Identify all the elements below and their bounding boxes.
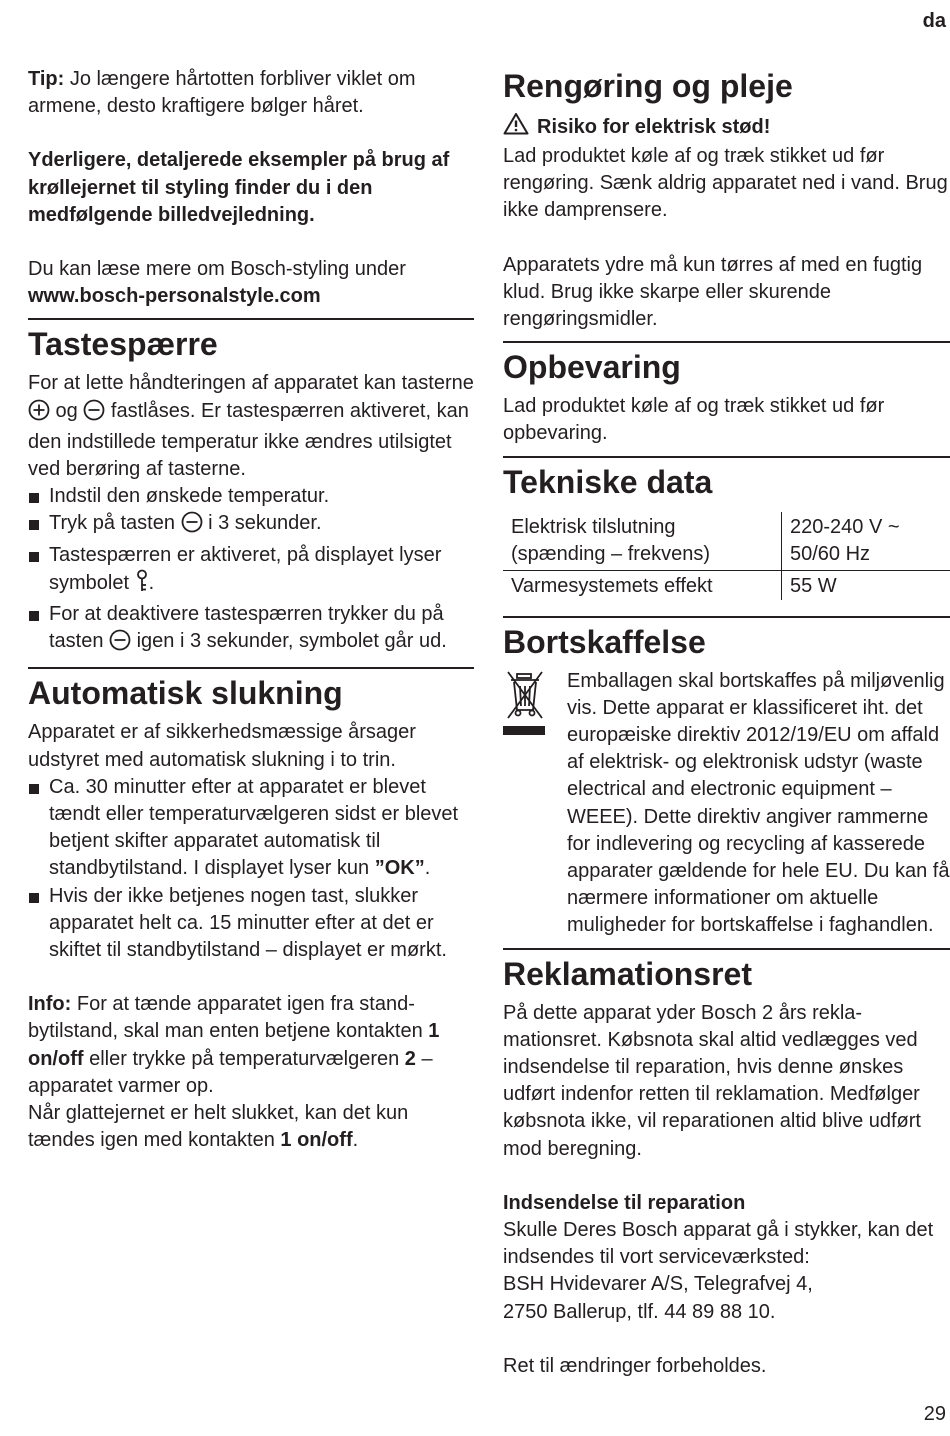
disposal-block <box>503 668 950 940</box>
warning-line: Risiko for elektrisk stød! <box>503 112 950 143</box>
minus-button-icon <box>109 629 131 659</box>
list-item: Tryk på tasten i 3 sekunder. <box>28 510 474 541</box>
table-row <box>503 512 950 571</box>
table-cell: Varmesystemets effekt <box>503 570 782 600</box>
key-icon <box>135 569 149 601</box>
warning-triangle-icon <box>503 112 537 143</box>
info-label: Info: <box>28 993 72 1016</box>
left-column <box>28 66 474 1155</box>
website-link[interactable]: www.bosch-personalstyle.com <box>28 285 321 308</box>
list-item: Hvis der ikke betjenes nogen tast, slukker apparatet helt ca. 15 minutter efter at det er skiftet til standbytilstand – displayet er mørkt. <box>28 883 474 965</box>
changes-note: Ret til ændringer forbeholdes. <box>503 1354 767 1377</box>
table-cell: 220-240 V ~ 50/60 Hz <box>782 512 950 571</box>
repair-title: Indsendelse til reparation <box>503 1191 746 1214</box>
autooff-list <box>28 774 474 964</box>
tech-table <box>503 512 950 600</box>
minus-button-icon <box>181 511 203 541</box>
cleaning-p1: Lad produktet køle af og træk stikket ud før rengøring. Sænk aldrig apparatet ned i vand. Brug ikke damprensere. <box>503 145 948 222</box>
table-cell: 55 W <box>790 574 837 597</box>
list-item: Ca. 30 minutter efter at apparatet er blevet tændt eller temperaturvælgeren sidst er blevet betjent skifter apparatet automatisk til standbytilstand. I displayet lyser kun ”OK”. <box>28 774 474 883</box>
right-column <box>503 66 950 1380</box>
storage-title: Opbevaring <box>503 349 681 386</box>
page-number: 29 <box>923 1403 946 1425</box>
info-paragraph: Info: For at tænde apparatet igen fra standbytilstand, skal man enten betjene kontakten 1 on/off eller trykke på temperaturvælgeren 2 – apparatet varmer op. Når glattejernet er helt slukket, kan det kun tændes igen med kontakten 1 on/off. <box>28 993 440 1152</box>
read-more-text: Du kan læse mere om Bosch-styling under www.bosch-personalstyle.com <box>28 258 406 308</box>
table-cell: Elektrisk tilslutning (spænding – frekvens) <box>503 512 782 571</box>
disposal-p1: Emballagen skal bortskaffes på miljøvenlig vis. Dette apparat er klassificeret iht. det europæiske direktiv 2012/19/EU om affald af elektrisk- og elektronisk udstyr (waste electrical and electronic equipment – WEEE). Dette direktiv angiver rammerne for indlevering og recycling af kasserede apparater gældende for hele EU. Du kan få nærmere informationer om aktuelle muligheder for bortskaffelse i faghandlen. <box>567 669 950 937</box>
table-row <box>503 570 950 600</box>
autooff-intro: Apparatet er af sikkerhedsmæssige årsager udstyret med automatisk slukning i to trin. <box>28 721 416 771</box>
cleaning-title: Rengøring og pleje <box>503 68 793 104</box>
autooff-title: Automatisk slukning <box>28 675 343 712</box>
repair-p1: Skulle Deres Bosch apparat gå i stykker, kan det indsendes til vort serviceværksted: <box>503 1219 934 1269</box>
keylock-steps <box>28 483 474 659</box>
storage-p1: Lad produktet køle af og træk stikket ud før opbevaring. <box>503 395 885 445</box>
list-item: Indstil den ønskede temperatur. <box>28 483 474 510</box>
language-label: da <box>922 10 946 32</box>
tech-title: Tekniske data <box>503 463 713 500</box>
keylock-title: Tastespærre <box>28 326 218 363</box>
minus-button-icon <box>83 399 105 429</box>
plus-button-icon <box>28 399 50 429</box>
crossed-bin-weee-icon <box>503 668 567 940</box>
more-examples-text: Yderligere, detaljerede eksempler på brug af krøllejernet til styling finder du i den medfølgende billedvejledning. <box>28 149 450 226</box>
tip-label: Tip: <box>28 68 65 90</box>
warranty-p1: På dette apparat yder Bosch 2 års reklamationsret. Købsnota skal altid vedlægges ved indsendelse til reparation, hvis denne ønskes udført indenfor retten til reklamation. Medfølger købsnota ikke, vil reparationen altid blive udført mod beregning. <box>503 1001 921 1160</box>
repair-phone: 2750 Ballerup, tlf. 44 89 88 10. <box>503 1300 776 1323</box>
cleaning-p2: Apparatets ydre må kun tørres af med en fugtig klud. Brug ikke skarpe eller skurende rengøringsmidler. <box>503 253 923 331</box>
warranty-title: Reklamationsret <box>503 955 752 992</box>
tip-paragraph <box>28 66 474 120</box>
keylock-intro: For at lette håndteringen af apparatet kan tasterne og fastlåses. Er tastespærren aktiveret, kan den indstillede temperatur ikke ændres utilsigtet ved berøring af tasterne. <box>28 372 474 481</box>
repair-address: BSH Hvidevarer A/S, Telegrafvej 4, <box>503 1273 813 1296</box>
disposal-title: Bortskaffelse <box>503 623 706 660</box>
tip-text: Jo længere hårtotten forbliver viklet om armene, desto kraftigere bølger håret. <box>28 68 416 118</box>
list-item: For at deaktivere tastespærren trykker du på tasten igen i 3 sekunder, symbolet går ud. <box>28 601 474 659</box>
list-item: Tastespærren er aktiveret, på displayet lyser symbolet . <box>28 542 474 601</box>
